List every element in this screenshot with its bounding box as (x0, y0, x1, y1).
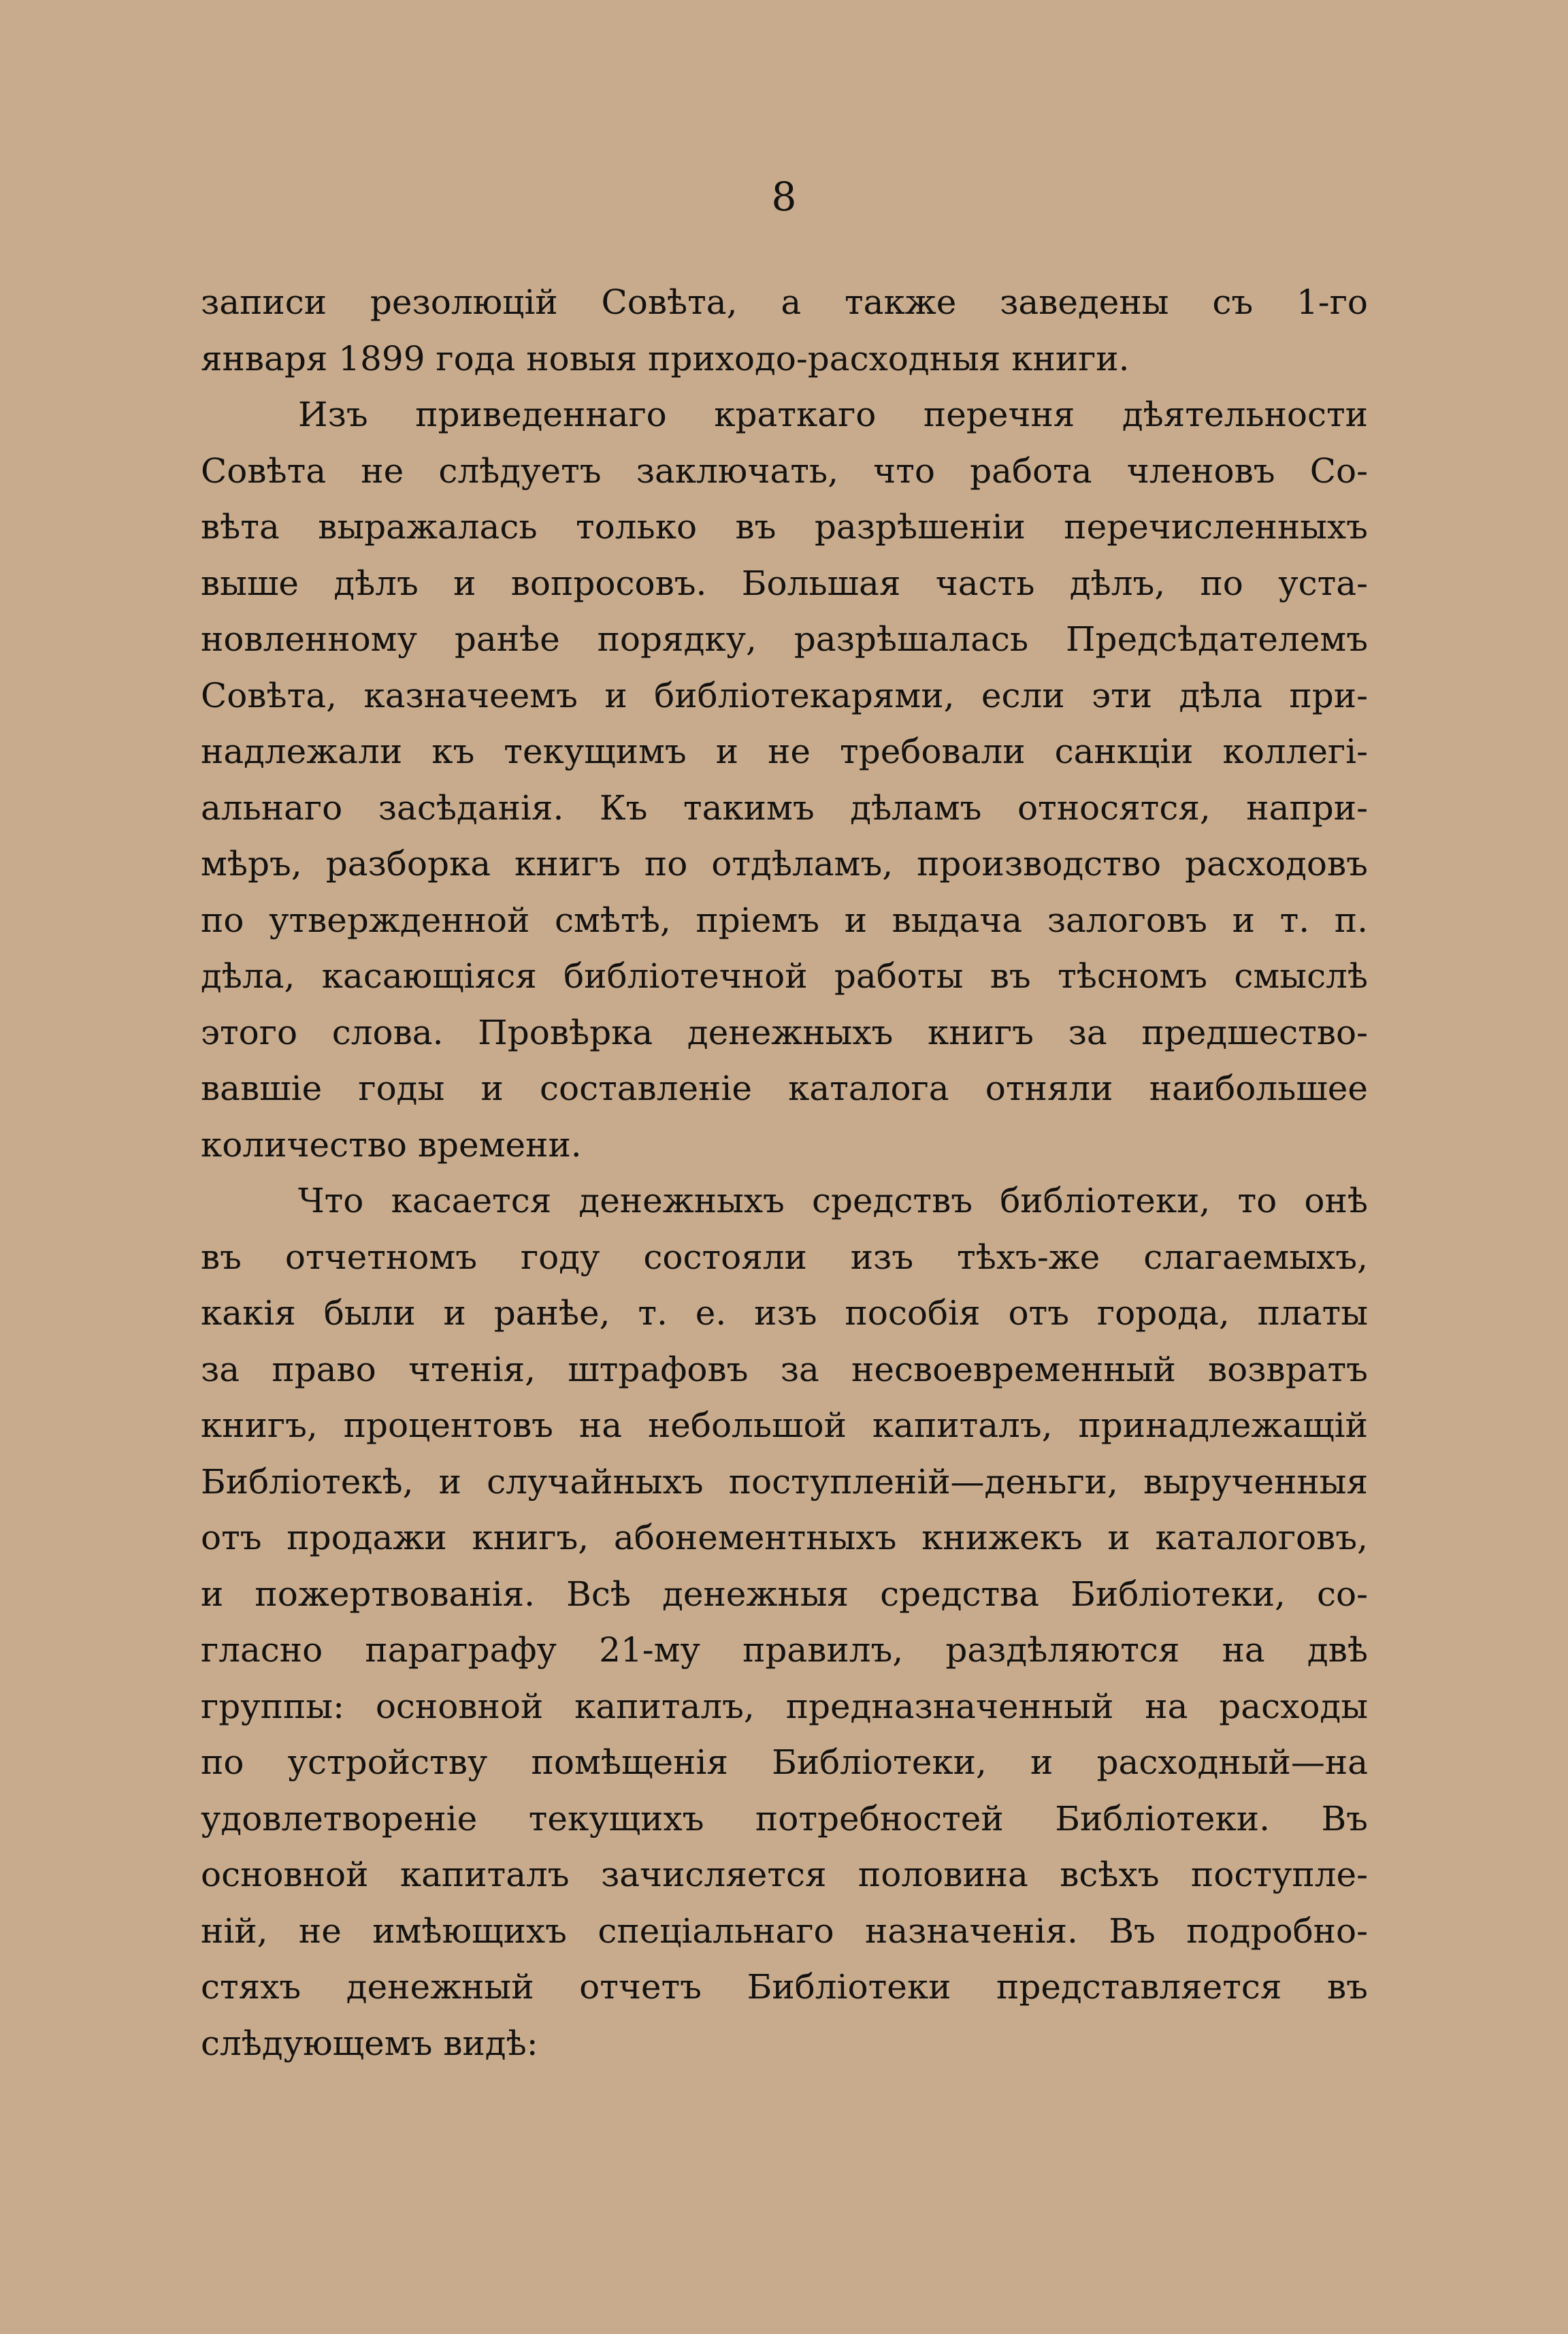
text-line: ній, не имѣющихъ спеціальнаго назначенія. Въ подробно- (201, 1911, 1368, 1951)
page-number: 8 (771, 174, 797, 220)
text-line: альнаго засѣданія. Къ такимъ дѣламъ относятся, напри- (201, 788, 1368, 828)
text-line: и пожертвованія. Всѣ денежныя средства Библіотеки, со- (201, 1574, 1368, 1614)
text-line: Совѣта, казначеемъ и библіотекарями, если эти дѣла при- (201, 675, 1368, 715)
text-line: Совѣта не слѣдуетъ заключать, что работа членовъ Со- (201, 451, 1368, 491)
text-line: Что касается денежныхъ средствъ библіотеки, то онѣ (298, 1181, 1368, 1220)
text-line: вѣта выражалась только въ разрѣшеніи перечисленныхъ (201, 507, 1368, 547)
text-line: за право чтенія, штрафовъ за несвоевременный возвратъ (201, 1349, 1368, 1389)
text-line: этого слова. Провѣрка денежныхъ книгъ за предшество- (201, 1012, 1368, 1052)
text-line: записи резолюцій Совѣта, а также заведены съ 1-го (201, 282, 1368, 322)
text-line: основной капиталъ зачисляется половина всѣхъ поступле- (201, 1855, 1368, 1894)
text-line: вавшіе годы и составленіе каталога отняли наибольшее (201, 1069, 1368, 1108)
text-line: удовлетвореніе текущихъ потребностей Библіотеки. Въ (201, 1798, 1368, 1838)
text-line: количество времени. (201, 1124, 582, 1165)
text-line: какія были и ранѣе, т. е. изъ пособія отъ города, платы (201, 1293, 1368, 1333)
text-line: книгъ, процентовъ на небольшой капиталъ, принадлежащій (201, 1406, 1368, 1445)
text-line: въ отчетномъ году состояли изъ тѣхъ-же слагаемыхъ, (201, 1237, 1368, 1277)
text-line: января 1899 года новыя приходо-расходныя книги. (201, 338, 1130, 378)
text-line: Изъ приведеннаго краткаго перечня дѣятельности (298, 395, 1368, 434)
text-line: стяхъ денежный отчетъ Библіотеки представляется въ (201, 1967, 1368, 2007)
text-line: по устройству помѣщенія Библіотеки, и расходный—на (201, 1743, 1368, 1782)
text-line: гласно параграфу 21-му правилъ, раздѣляются на двѣ (201, 1630, 1368, 1670)
body-text (201, 274, 1368, 2071)
text-line: группы: основной капиталъ, предназначенный на расходы (201, 1686, 1368, 1726)
text-line: по утвержденной смѣтѣ, пріемъ и выдача залоговъ и т. п. (201, 900, 1368, 940)
text-line: отъ продажи книгъ, абонементныхъ книжекъ и каталоговъ, (201, 1518, 1368, 1557)
text-line: Библіотекѣ, и случайныхъ поступленій—деньги, вырученныя (201, 1461, 1368, 1502)
text-line: слѣдующемъ видѣ: (201, 2023, 538, 2063)
text-line: новленному ранѣе порядку, разрѣшалась Предсѣдателемъ (201, 619, 1368, 659)
text-line: надлежали къ текущимъ и не требовали санкціи коллегі- (201, 732, 1368, 771)
text-line: дѣла, касающіяся библіотечной работы въ тѣсномъ смыслѣ (201, 956, 1368, 996)
text-line: мѣръ, разборка книгъ по отдѣламъ, производство расходовъ (201, 844, 1368, 884)
text-line: выше дѣлъ и вопросовъ. Большая часть дѣлъ, по уста- (201, 563, 1368, 603)
